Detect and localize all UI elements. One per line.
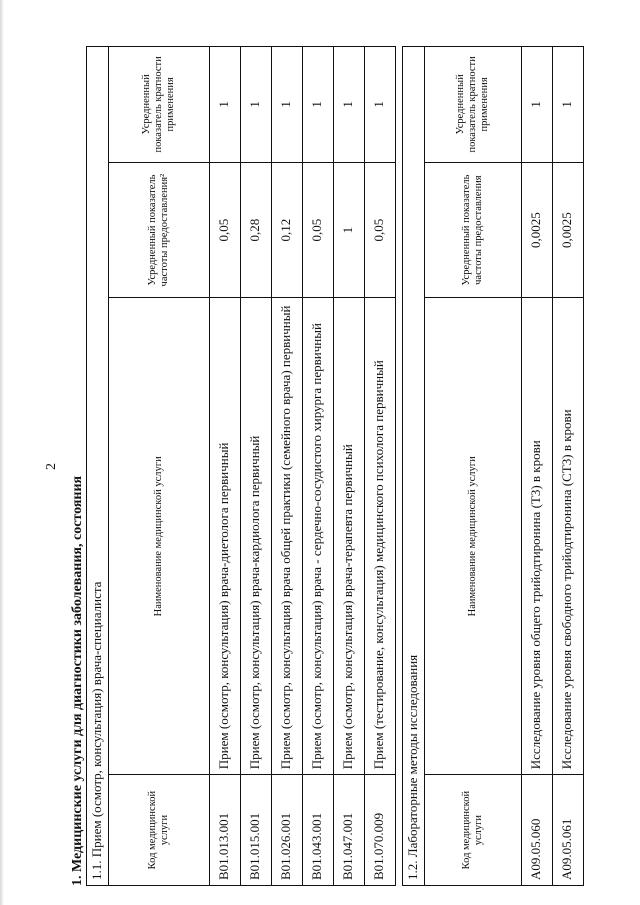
cell-frequency: 0,0025 [521,162,552,298]
cell-name: Исследование уровня свободного трийодтиронина (СТ3) в крови [552,298,583,775]
cell-code: B01.070.009 [364,775,395,886]
cell-name: Прием (осмотр, консультация) врача общей практики (семейного врача) первичный [271,298,302,775]
table-header-row [108,47,209,886]
table-header-row [424,47,521,886]
cell-name: Прием (осмотр, консультация) врача-кардиолога первичный [240,298,271,775]
cell-multiplicity: 1 [209,47,240,163]
cell-name: Прием (осмотр, консультация) врача-диетолога первичный [209,298,240,775]
table-row [552,47,583,886]
cell-multiplicity: 1 [552,47,583,163]
header-name: Наименование медицинской услуги [108,298,209,775]
cell-name: Прием (осмотр, консультация) врача-терапевта первичный [333,298,364,775]
cell-frequency: 0,05 [209,162,240,298]
header-multiplicity: Усредненный показатель кратности применения [424,47,521,163]
page-edge-shadow [0,0,4,905]
cell-multiplicity: 1 [333,47,364,163]
cell-code: B01.043.001 [302,775,333,886]
cell-multiplicity: 1 [364,47,395,163]
table-subtitle: 1.2. Лабораторные методы исследования [403,47,425,886]
table-subtitle-row [403,47,425,886]
cell-code: A09.05.060 [521,775,552,886]
header-multiplicity: Усредненный показатель кратности применения [108,47,209,163]
cell-frequency: 0,12 [271,162,302,298]
table-row [240,47,271,886]
table-row [271,47,302,886]
cell-code: B01.047.001 [333,775,364,886]
cell-code: B01.026.001 [271,775,302,886]
page-number: 2 [44,463,59,470]
table-row [364,47,395,886]
table-row [209,47,240,886]
cell-frequency: 0,05 [364,162,395,298]
table-row [521,47,552,886]
header-code: Код медицинской услуги [108,775,209,886]
cell-name: Исследование уровня общего трийодтиронина (Т3) в крови [521,298,552,775]
laboratory-tests-table [402,46,584,886]
table-subtitle: 1.1. Прием (осмотр, консультация) врача-специалиста [87,47,109,886]
header-name: Наименование медицинской услуги [424,298,521,775]
cell-code: B01.013.001 [209,775,240,886]
table-row [333,47,364,886]
table-subtitle-row [87,47,109,886]
cell-multiplicity: 1 [302,47,333,163]
header-frequency: Усредненный показатель частоты предоставления [424,162,521,298]
cell-name: Прием (тестирование, консультация) медицинского психолога первичный [364,298,395,775]
cell-frequency: 1 [333,162,364,298]
rotated-document-page [10,30,630,890]
cell-multiplicity: 1 [521,47,552,163]
cell-multiplicity: 1 [271,47,302,163]
cell-frequency: 0,0025 [552,162,583,298]
consultations-table [86,46,396,886]
section-title: 1. Медицинские услуги для диагностики заболевания, состояния [70,475,85,886]
cell-code: A09.05.061 [552,775,583,886]
header-code: Код медицинской услуги [424,775,521,886]
header-frequency: Усредненный показатель частоты предоставления² [108,162,209,298]
table-row [302,47,333,886]
cell-name: Прием (осмотр, консультация) врача - сердечно-сосудистого хирурга первичный [302,298,333,775]
cell-frequency: 0,05 [302,162,333,298]
cell-multiplicity: 1 [240,47,271,163]
cell-code: B01.015.001 [240,775,271,886]
cell-frequency: 0,28 [240,162,271,298]
